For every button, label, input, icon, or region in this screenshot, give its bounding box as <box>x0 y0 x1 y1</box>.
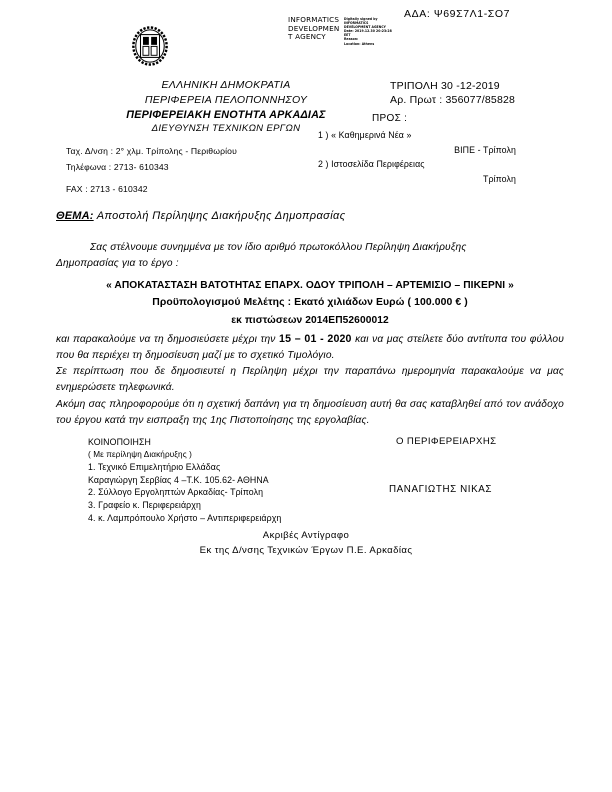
project-title: « ΑΠΟΚΑΤΑΣΤΑΣΗ ΒΑΤΟΤΗΤΑΣ ΕΠΑΡΧ. ΟΔΟΥ ΤΡΙΠΟΛΗ – ΑΡΤΕΜΙΣΙΟ – ΠΙΚΕΡΝΙ » <box>106 280 514 291</box>
place-and-date: ΤΡΙΠΟΛΗ 30 -12-2019 <box>390 80 500 92</box>
protocol-number: Αρ. Πρωτ : 356077/85828 <box>390 94 516 106</box>
stamp-details <box>344 16 402 46</box>
authority-line-3: ΠΕΡΙΦΕΡΕΙΑΚΗ ΕΝΟΤΗΤΑ ΑΡΚΑΔΙΑΣ <box>126 108 326 121</box>
stamp-detail-line-4: Date: 2019.12.30 20:23:28 <box>344 29 392 34</box>
recipient-item: 2 ) Ιστοσελίδα Περιφέρειας <box>318 159 425 169</box>
ada-code: ΑΔΑ: Ψ69Σ7Λ1-ΣΟ7 <box>404 8 511 20</box>
project-funding-code: εκ πιστώσεων 2014ΕΠ52600012 <box>231 314 389 326</box>
certification-line-1: Ακριβές Αντίγραφο <box>262 530 350 541</box>
digital-signature-stamp <box>288 16 406 46</box>
issuing-authority <box>96 78 356 137</box>
stamp-detail-line-2: INFORMATICS <box>344 21 369 26</box>
body-paragraph-3: Σε περίπτωση που δε δημοσιευτεί η Περίληψη μέχρι την παραπάνω ημερομηνία παρακαλούμε να μας ενημερώσετε τηλεφωνικά. <box>56 366 564 394</box>
project-budget: Προϋπολογισμού Μελέτης : Εκατό χιλιάδων Ευρώ ( 100.000 € ) <box>152 297 468 309</box>
postal-address: Ταχ. Δ/νση : 2° χλμ. Τρίπολης - Περιθωρίου <box>66 146 237 156</box>
authority-line-2: ΠΕΡΙΦΕΡΕΙΑ ΠΕΛΟΠΟΝΝΗΣΟΥ <box>144 93 308 106</box>
recipient-item: 1 ) « Καθημερινά Νέα » <box>318 130 412 140</box>
authority-line-4: ΔΙΕΥΘΥΝΣΗ ΤΕΧΝΙΚΩΝ ΕΡΓΩΝ <box>151 123 301 135</box>
distribution-item: Καραγιώργη Σερβίας 4 –Τ.Κ. 105.62- ΑΘΗΝΑ <box>88 474 269 485</box>
telephone: Τηλέφωνα : 2713- 610343 <box>66 161 169 172</box>
distribution-item: 2. Σύλλογο Εργοληπτών Αρκαδίας- Τρίπολη <box>88 487 264 498</box>
distribution-item: 3. Γραφείο κ. Περιφερειάρχη <box>88 499 201 510</box>
certification-line-2: Εκ της Δ/νσης Τεχνικών Έργων Π.Ε. Αρκαδίας <box>199 545 413 556</box>
distribution-item: 4. κ. Λαμπρόπουλο Χρήστο – Αντιπεριφερειάρχη <box>88 512 282 523</box>
subject-value: Αποστολή Περίληψης Διακήρυξης Δημοπρασίας <box>96 210 346 222</box>
subject-line <box>56 210 345 222</box>
stamp-detail-line-5: EET <box>344 33 351 38</box>
certification-block <box>96 528 516 558</box>
stamp-detail-line-3: DEVELOPMENT AGENCY <box>344 25 386 30</box>
recipient-item: ΒΙΠΕ - Τρίπολη <box>454 144 516 155</box>
paragraph-2-after: και να μας στείλετε δύο αντίτυπα του φύλλου που θα περιέχει τη δημοσίευση μαζί με το σχετικό Τιμολόγιο. <box>56 334 564 362</box>
stamp-detail-line-7: Location: Athens <box>344 41 375 46</box>
signatory-name: ΠΑΝΑΓΙΩΤΗΣ ΝΙΚΑΣ <box>389 484 493 495</box>
subject-label: ΘΕΜΑ: <box>56 210 94 222</box>
body-paragraph-1 <box>56 240 564 273</box>
distribution-label: ΚΟΙΝΟΠΟΙΗΣΗ <box>88 437 151 447</box>
distribution-item: 1. Τεχνικό Επιμελητήριο Ελλάδας <box>88 462 221 473</box>
stamp-detail-line-6: Reason: <box>344 37 359 42</box>
signatory-title: Ο ΠΕΡΙΦΕΡΕΙΑΡΧΗΣ <box>396 436 497 447</box>
stamp-agency-line-2: DEVELOPMEN <box>288 23 340 33</box>
coat-of-arms-icon <box>131 26 169 66</box>
authority-line-1: ΕΛΛΗΝΙΚΗ ΔΗΜΟΚΡΑΤΙΑ <box>161 79 291 91</box>
distribution-list <box>88 436 281 524</box>
recipients-list <box>318 128 532 186</box>
paragraph-2-before: και παρακαλούμε να τη δημοσιεύσετε μέχρι την <box>56 334 280 345</box>
fax-number: FAX : 2713 - 610342 <box>66 184 148 194</box>
distribution-sublabel: ( Με περίληψη Διακήρυξης ) <box>88 449 192 459</box>
stamp-agency-line-3: T AGENCY <box>288 32 326 42</box>
publication-deadline: 15 – 01 - 2020 <box>279 333 352 345</box>
body-paragraph-2 <box>56 331 564 365</box>
stamp-agency-name <box>288 16 344 42</box>
project-title-block <box>56 277 564 329</box>
stamp-agency-line-1: INFORMATICS <box>288 15 340 24</box>
contact-block <box>66 144 237 175</box>
body-paragraph-4: Ακόμη σας πληροφορούμε ότι η σχετική δαπάνη για τη δημοσίευση αυτή θα σας καταβληθεί από τον ανάδοχο του έργου κατά την εισπραξη της 1ης Πιστοποίησης της εργολαβίας. <box>56 399 564 427</box>
paragraph-1-tail: Δημοπρασίας για το έργο : <box>56 258 179 270</box>
paragraph-1-main: Σας στέλνουμε συνημμένα με τον ίδιο αριθμό πρωτοκόλλου Περίληψη Διακήρυξης <box>90 242 467 253</box>
recipients-label: ΠΡΟΣ : <box>372 113 408 124</box>
recipient-item: Τρίπολη <box>483 173 516 184</box>
stamp-detail-line-1: Digitally signed by <box>344 17 378 21</box>
